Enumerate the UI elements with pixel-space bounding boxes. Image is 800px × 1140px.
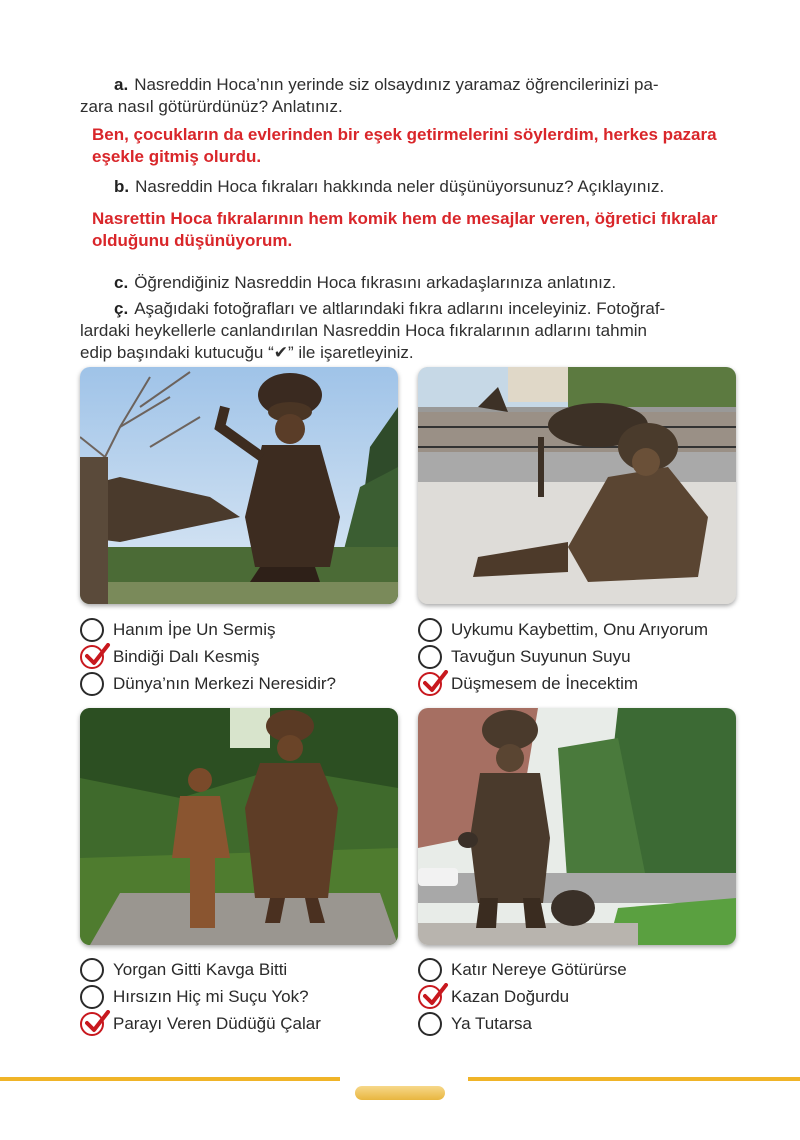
question-c-text: Öğrendiğiniz Nasreddin Hoca fıkrasını arkadaşlarınıza anlatınız. <box>134 273 617 292</box>
question-c <box>80 272 754 294</box>
radio-circle[interactable] <box>418 618 442 642</box>
option-label: Hanım İpe Un Sermiş <box>113 619 276 639</box>
question-cc-text-2: lardaki heykellerle canlandırılan Nasreddin Hoca fıkralarının adlarını tahmin <box>80 321 647 340</box>
question-a-text-1: Nasreddin Hoca’nın yerinde siz olsaydınız yaramaz öğrencilerinizi pa- <box>134 75 659 94</box>
question-b <box>80 176 754 198</box>
option-label: Uykumu Kaybettim, Onu Arıyorum <box>451 619 708 639</box>
options-group-2 <box>418 616 708 697</box>
option-label: Bindiği Dalı Kesmiş <box>113 646 260 666</box>
footer-line-right <box>468 1077 800 1081</box>
radio-circle[interactable] <box>80 958 104 982</box>
photo-statue-cauldron <box>418 708 736 945</box>
option-label: Dünya’nın Merkezi Neresidir? <box>113 673 336 693</box>
answer-b <box>92 208 742 252</box>
question-a <box>80 74 720 118</box>
answer-b-line-2: olduğunu düşünüyorum. <box>92 231 293 250</box>
question-c-label: c. <box>114 273 129 292</box>
question-a-text-2: zara nasıl götürürdünüz? Anlatınız. <box>80 97 343 116</box>
radio-circle[interactable] <box>80 985 104 1009</box>
radio-circle[interactable] <box>80 645 104 669</box>
question-a-label: a. <box>114 75 129 94</box>
radio-circle[interactable] <box>418 958 442 982</box>
option-1-2[interactable] <box>80 643 336 670</box>
option-label: Ya Tutarsa <box>451 1013 532 1033</box>
radio-circle[interactable] <box>418 985 442 1009</box>
radio-circle[interactable] <box>80 672 104 696</box>
check-mark-icon <box>423 983 449 1009</box>
check-mark-icon <box>85 1010 111 1036</box>
question-b-label: b. <box>114 177 130 196</box>
option-label: Katır Nereye Götürürse <box>451 959 627 979</box>
option-label: Kazan Doğurdu <box>451 986 570 1006</box>
option-4-1[interactable] <box>418 956 627 983</box>
option-3-3[interactable] <box>80 1010 321 1037</box>
option-2-2[interactable] <box>418 643 708 670</box>
options-group-4 <box>418 956 627 1037</box>
question-cc-text-3: edip başındaki kutucuğu “✔” ile işaretleyiniz. <box>80 343 414 362</box>
option-3-1[interactable] <box>80 956 321 983</box>
question-cc-text-1: Aşağıdaki fotoğrafları ve altlarındaki fıkra adlarını inceleyiniz. Fotoğraf- <box>134 299 666 318</box>
option-1-1[interactable] <box>80 616 336 643</box>
option-4-2[interactable] <box>418 983 627 1010</box>
radio-circle[interactable] <box>80 1012 104 1036</box>
answer-a <box>92 124 742 168</box>
question-b-text: Nasreddin Hoca fıkraları hakkında neler düşünüyorsunuz? Açıklayınız. <box>135 177 665 196</box>
option-2-3[interactable] <box>418 670 708 697</box>
radio-circle[interactable] <box>418 645 442 669</box>
photo-statue-branch <box>80 367 398 604</box>
answer-b-line-1: Nasrettin Hoca fıkralarının hem komik hem de mesajlar veren, öğretici fıkralar <box>92 209 718 228</box>
check-mark-icon <box>85 643 111 669</box>
question-cc <box>80 298 720 364</box>
radio-circle[interactable] <box>418 1012 442 1036</box>
question-cc-label: ç. <box>114 299 129 318</box>
options-group-1 <box>80 616 336 697</box>
answer-a-line-1: Ben, çocukların da evlerinden bir eşek getirmelerini söylerdim, herkes pazara <box>92 125 717 144</box>
option-2-1[interactable] <box>418 616 708 643</box>
radio-circle[interactable] <box>418 672 442 696</box>
footer-line-left <box>0 1077 340 1081</box>
footer-page-tab <box>355 1086 445 1100</box>
options-group-3 <box>80 956 321 1037</box>
radio-circle[interactable] <box>80 618 104 642</box>
option-1-3[interactable] <box>80 670 336 697</box>
option-label: Yorgan Gitti Kavga Bitti <box>113 959 288 979</box>
option-label: Hırsızın Hiç mi Suçu Yok? <box>113 986 309 1006</box>
option-3-2[interactable] <box>80 983 321 1010</box>
option-label: Parayı Veren Düdüğü Çalar <box>113 1013 321 1033</box>
option-label: Tavuğun Suyunun Suyu <box>451 646 631 666</box>
photo-statue-donkey <box>418 367 736 604</box>
photo-statue-child <box>80 708 398 945</box>
answer-a-line-2: eşekle gitmiş olurdu. <box>92 147 262 166</box>
option-4-3[interactable] <box>418 1010 627 1037</box>
option-label: Düşmesem de İnecektim <box>451 673 639 693</box>
check-mark-icon <box>423 670 449 696</box>
